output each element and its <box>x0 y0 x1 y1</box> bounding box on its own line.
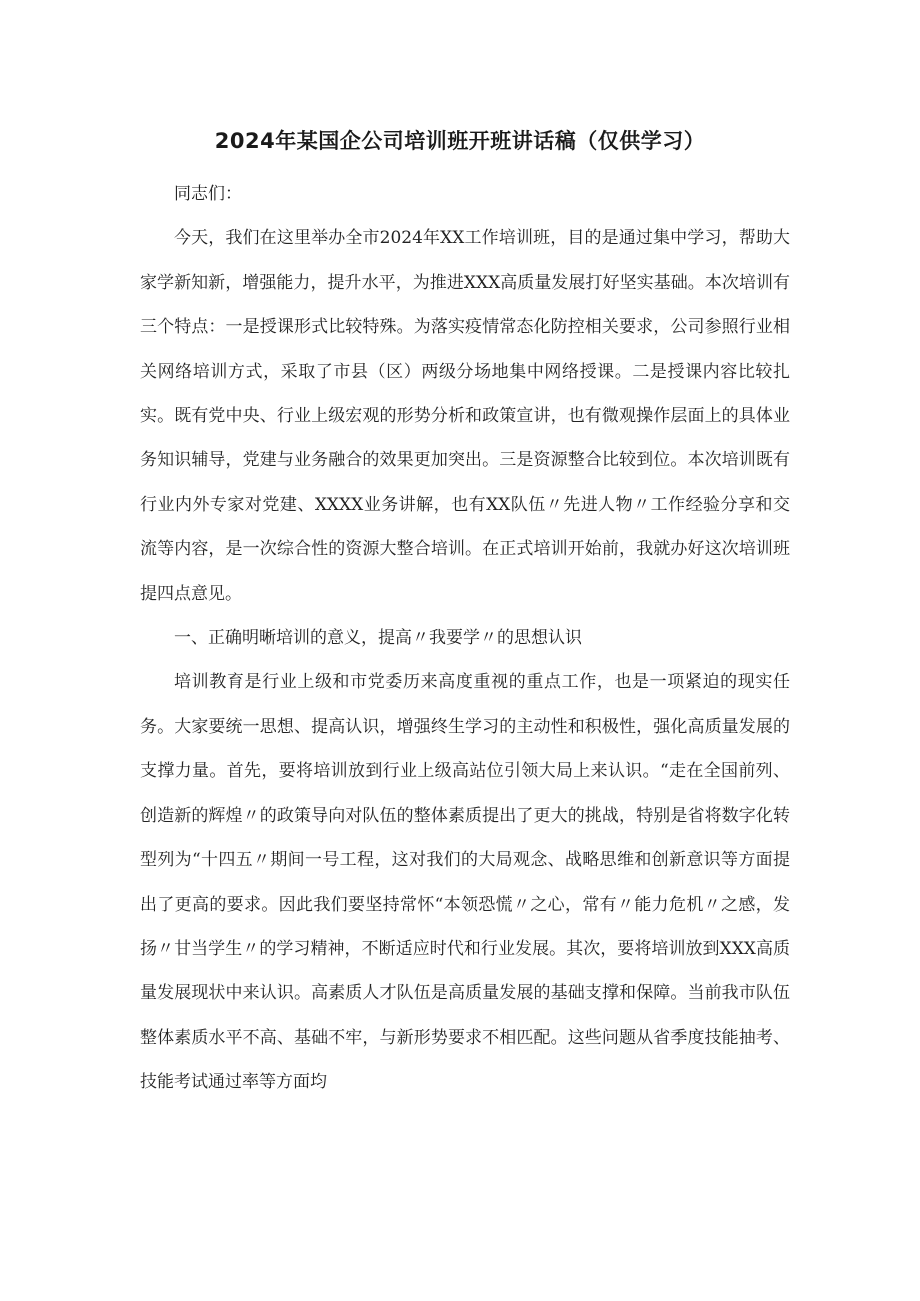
section-1-heading: 一、正确明晰培训的意义，提高〃我要学〃的思想认识 <box>174 628 582 649</box>
section-1-paragraph: 培训教育是行业上级和市党委历来高度重视的重点工作，也是一项紧迫的现实任务。大家要统一思想、提高认识，增强终生学习的主动性和积极性，强化高质量发展的支撑力量。首先，要将培训放到行业上级高站位引领大局上来认识。“走在全国前列、创造新的辉煌〃的政策导向对队伍的整体素质提出了更大的挑战，特别是省将数字化转型列为“十四五〃期间一号工程，这对我们的大局观念、战略思维和创新意识等方面提出了更高的要求。因此我们要坚持常怀“本领恐慌〃之心，常有〃能力危机〃之感，发扬〃甘当学生〃的学习精神，不断适应时代和行业发展。其次，要将培训放到XXX高质量发展现状中来认识。高素质人才队伍是高质量发展的基础支撑和保障。当前我市队伍整体素质水平不高、基础不牢，与新形势要求不相匹配。这些问题从省季度技能抽考、技能考试通过率等方面均 <box>140 672 790 1093</box>
document-title: 2024年某国企公司培训班开班讲话稿（仅供学习） <box>214 129 706 153</box>
intro-paragraph: 今天，我们在这里举办全市2024年XX工作培训班，目的是通过集中学习，帮助大家学新知新，增强能力，提升水平，为推进XXX高质量发展打好坚实基础。本次培训有三个特点：一是授课形式比较特殊。为落实疫情常态化防控相关要求，公司参照行业相关网络培训方式，采取了市县（区）两级分场地集中网络授课。二是授课内容比较扎实。既有党中央、行业上级宏观的形势分析和政策宣讲，也有微观操作层面上的具体业务知识辅导，党建与业务融合的效果更加突出。三是资源整合比较到位。本次培训既有行业内外专家对党建、XXXX业务讲解，也有XX队伍〃先进人物〃工作经验分享和交流等内容，是一次综合性的资源大整合培训。在正式培训开始前，我就办好这次培训班提四点意见。 <box>140 228 790 604</box>
salutation: 同志们： <box>174 184 242 204</box>
document-body <box>140 172 790 1105</box>
